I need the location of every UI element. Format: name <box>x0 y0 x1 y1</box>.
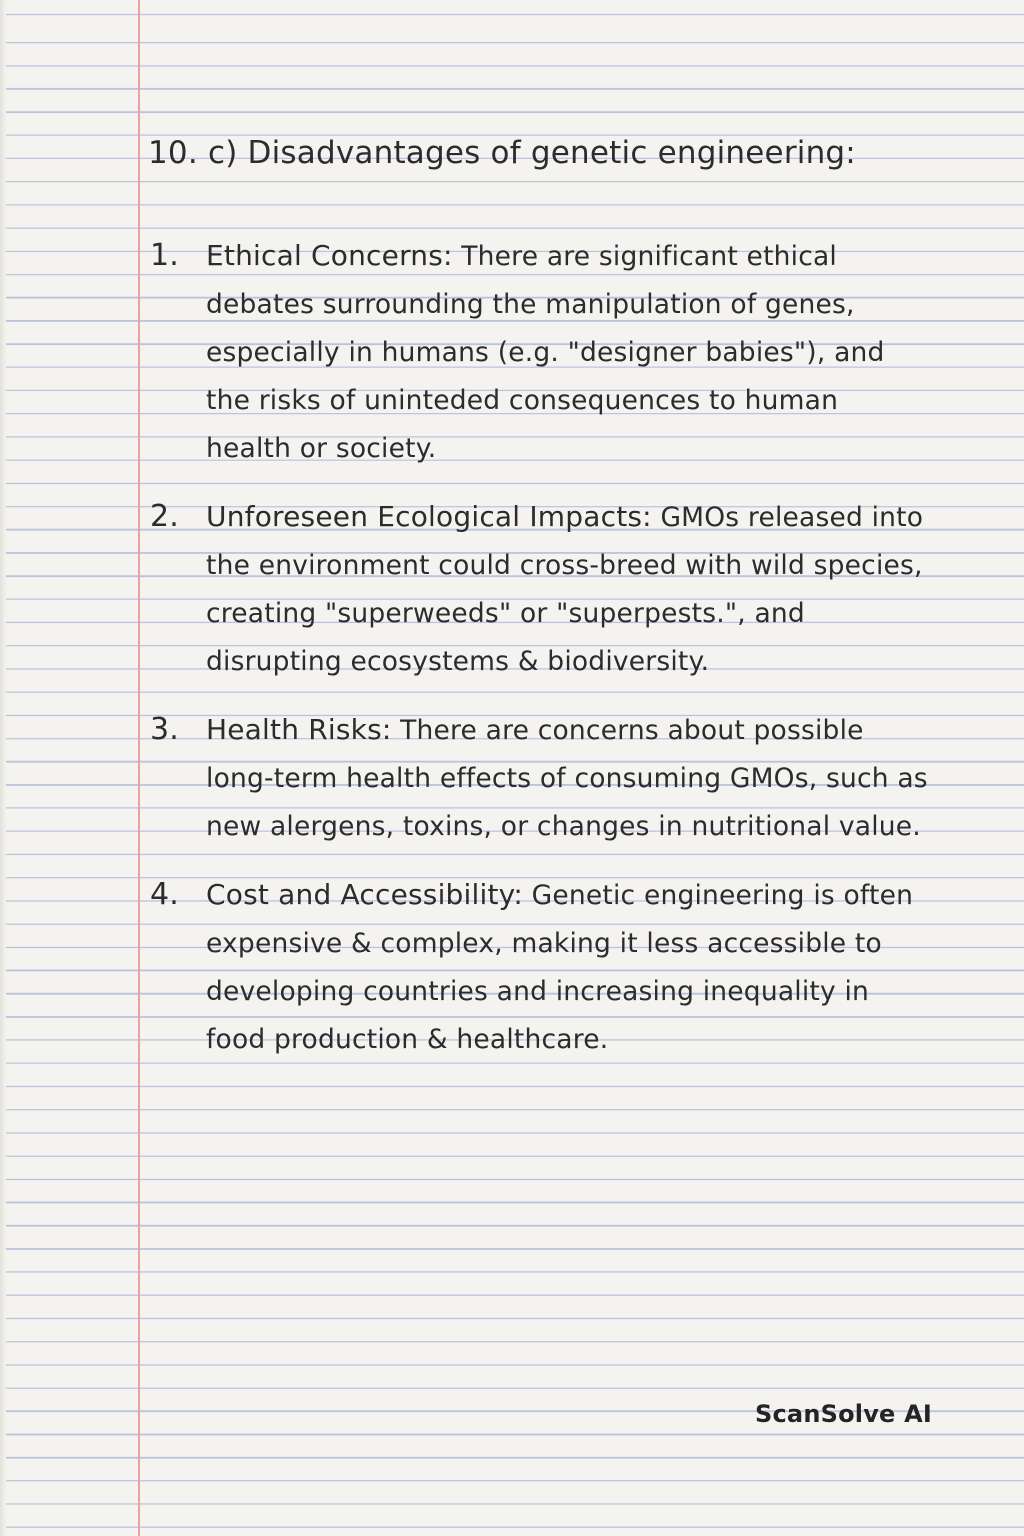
item-term: Health Risks: <box>206 713 392 746</box>
item-number: 2. <box>150 499 180 534</box>
item-text: Genetic engineering is often expensive & complex, making it less accessible to developing countries and increasing inequality in food production & healthcare. <box>206 880 914 1055</box>
margin-line <box>138 0 140 1536</box>
item-text: There are significant ethical debates surrounding the manipulation of genes, especially in humans (e.g. "designer babies"), and the risks of uninteded consequences to human health or society. <box>206 241 885 464</box>
list-item <box>150 871 930 1064</box>
list-item <box>150 493 930 686</box>
item-number: 4. <box>150 877 180 912</box>
item-number: 1. <box>150 238 180 273</box>
page-heading: 10. c) Disadvantages of genetic engineering: <box>148 135 856 171</box>
item-term: Ethical Concerns: <box>206 239 453 272</box>
item-term: Cost and Accessibility: <box>206 878 524 911</box>
item-term: Unforeseen Ecological Impacts: <box>206 500 652 533</box>
signature: ScanSolve AI <box>755 1400 932 1428</box>
list-item <box>150 232 930 473</box>
disadvantages-list <box>150 232 930 1064</box>
item-text: There are concerns about possible long-term health effects of consuming GMOs, such as new alergens, toxins, or changes in nutritional value. <box>206 715 928 842</box>
item-text: GMOs released into the environment could cross-breed with wild species, creating "superweeds" or "superpests.", and disrupting ecosystems & biodiversity. <box>206 502 924 677</box>
page-edge <box>0 0 6 1536</box>
item-number: 3. <box>150 712 180 747</box>
list-item <box>150 706 930 851</box>
